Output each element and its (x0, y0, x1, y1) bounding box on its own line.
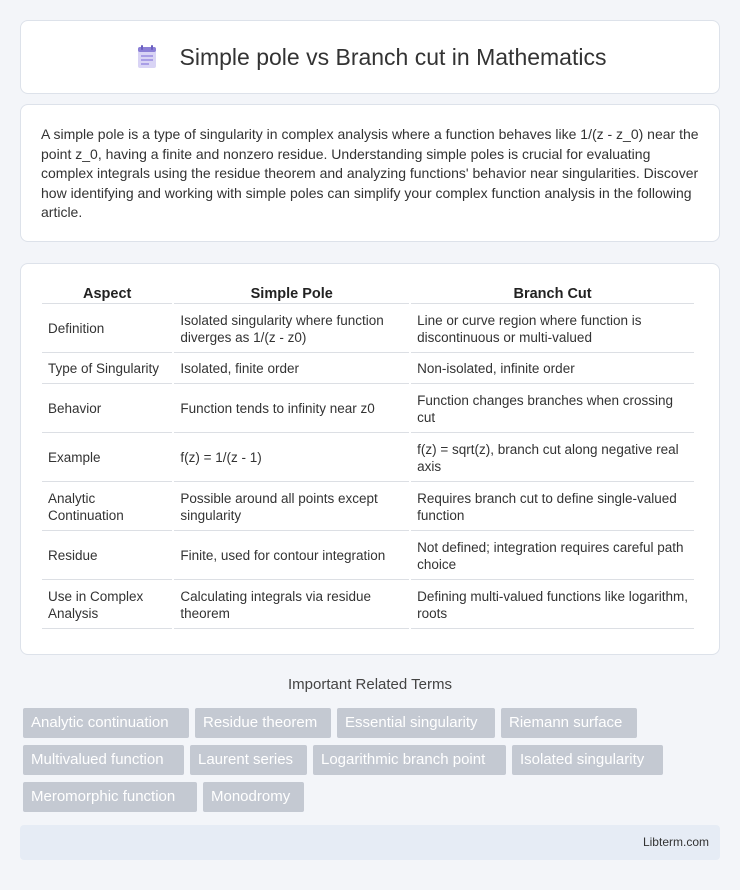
header-card (20, 20, 720, 94)
table-cell: Analytic Continuation (42, 484, 172, 531)
related-term-tag[interactable]: Meromorphic function (23, 782, 197, 812)
related-terms-title: Important Related Terms (288, 676, 452, 693)
table-cell: Possible around all points except singularity (174, 484, 409, 531)
table-cell: Isolated, finite order (174, 355, 409, 384)
table-cell: Example (42, 435, 172, 482)
table-cell: Isolated singularity where function diverges as 1/(z - z0) (174, 306, 409, 353)
table-header-row (42, 284, 694, 304)
footer-brand[interactable]: Libterm.com (642, 835, 709, 849)
related-term-tag[interactable]: Laurent series (190, 745, 307, 775)
table-cell: Behavior (42, 386, 172, 433)
related-term-tag[interactable]: Essential singularity (337, 708, 495, 738)
table-cell: Function tends to infinity near z0 (174, 386, 409, 433)
related-term-tag[interactable]: Riemann surface (501, 708, 637, 738)
header-simple-pole: Simple Pole (174, 284, 409, 304)
table-row (42, 306, 694, 353)
table-cell: Finite, used for contour integration (174, 533, 409, 580)
header-aspect: Aspect (42, 284, 172, 304)
table-cell: f(z) = 1/(z - 1) (174, 435, 409, 482)
related-term-tag[interactable]: Monodromy (203, 782, 304, 812)
table-row (42, 435, 694, 482)
comparison-table-card (20, 263, 720, 655)
table-row (42, 533, 694, 580)
page-title: Simple pole vs Branch cut in Mathematics (179, 43, 607, 70)
intro-text: A simple pole is a type of singularity in complex analysis where a function behaves like 1/(z - z_0) near the point z_0, having a finite and nonzero residue. Understanding simple poles is crucial for evaluating complex integrals using the residue theorem and analyzing functions' behavior near singularities. Discover how identifying and working with simple poles can simplify your complex function analysis in the following article. (41, 126, 699, 220)
table-row (42, 355, 694, 384)
comparison-table (40, 282, 696, 631)
table-cell: Residue (42, 533, 172, 580)
table-row (42, 484, 694, 531)
table-cell: Non-isolated, infinite order (411, 355, 694, 384)
table-cell: Requires branch cut to define single-valued function (411, 484, 694, 531)
table-cell: Not defined; integration requires careful path choice (411, 533, 694, 580)
related-term-tag[interactable]: Isolated singularity (512, 745, 663, 775)
table-cell: Type of Singularity (42, 355, 172, 384)
header-branch-cut: Branch Cut (411, 284, 694, 304)
table-cell: f(z) = sqrt(z), branch cut along negative real axis (411, 435, 694, 482)
table-cell: Definition (42, 306, 172, 353)
table-cell: Calculating integrals via residue theorem (174, 582, 409, 629)
related-term-tag[interactable]: Analytic continuation (23, 708, 189, 738)
table-row (42, 582, 694, 629)
related-term-tag[interactable]: Logarithmic branch point (313, 745, 506, 775)
document-icon (134, 44, 160, 70)
table-cell: Defining multi-valued functions like logarithm, roots (411, 582, 694, 629)
intro-card (20, 104, 720, 242)
table-row (42, 386, 694, 433)
table-cell: Function changes branches when crossing cut (411, 386, 694, 433)
table-cell: Use in Complex Analysis (42, 582, 172, 629)
table-cell: Line or curve region where function is discontinuous or multi-valued (411, 306, 694, 353)
footer (20, 825, 720, 860)
related-term-tag[interactable]: Multivalued function (23, 745, 184, 775)
related-term-tag[interactable]: Residue theorem (195, 708, 331, 738)
